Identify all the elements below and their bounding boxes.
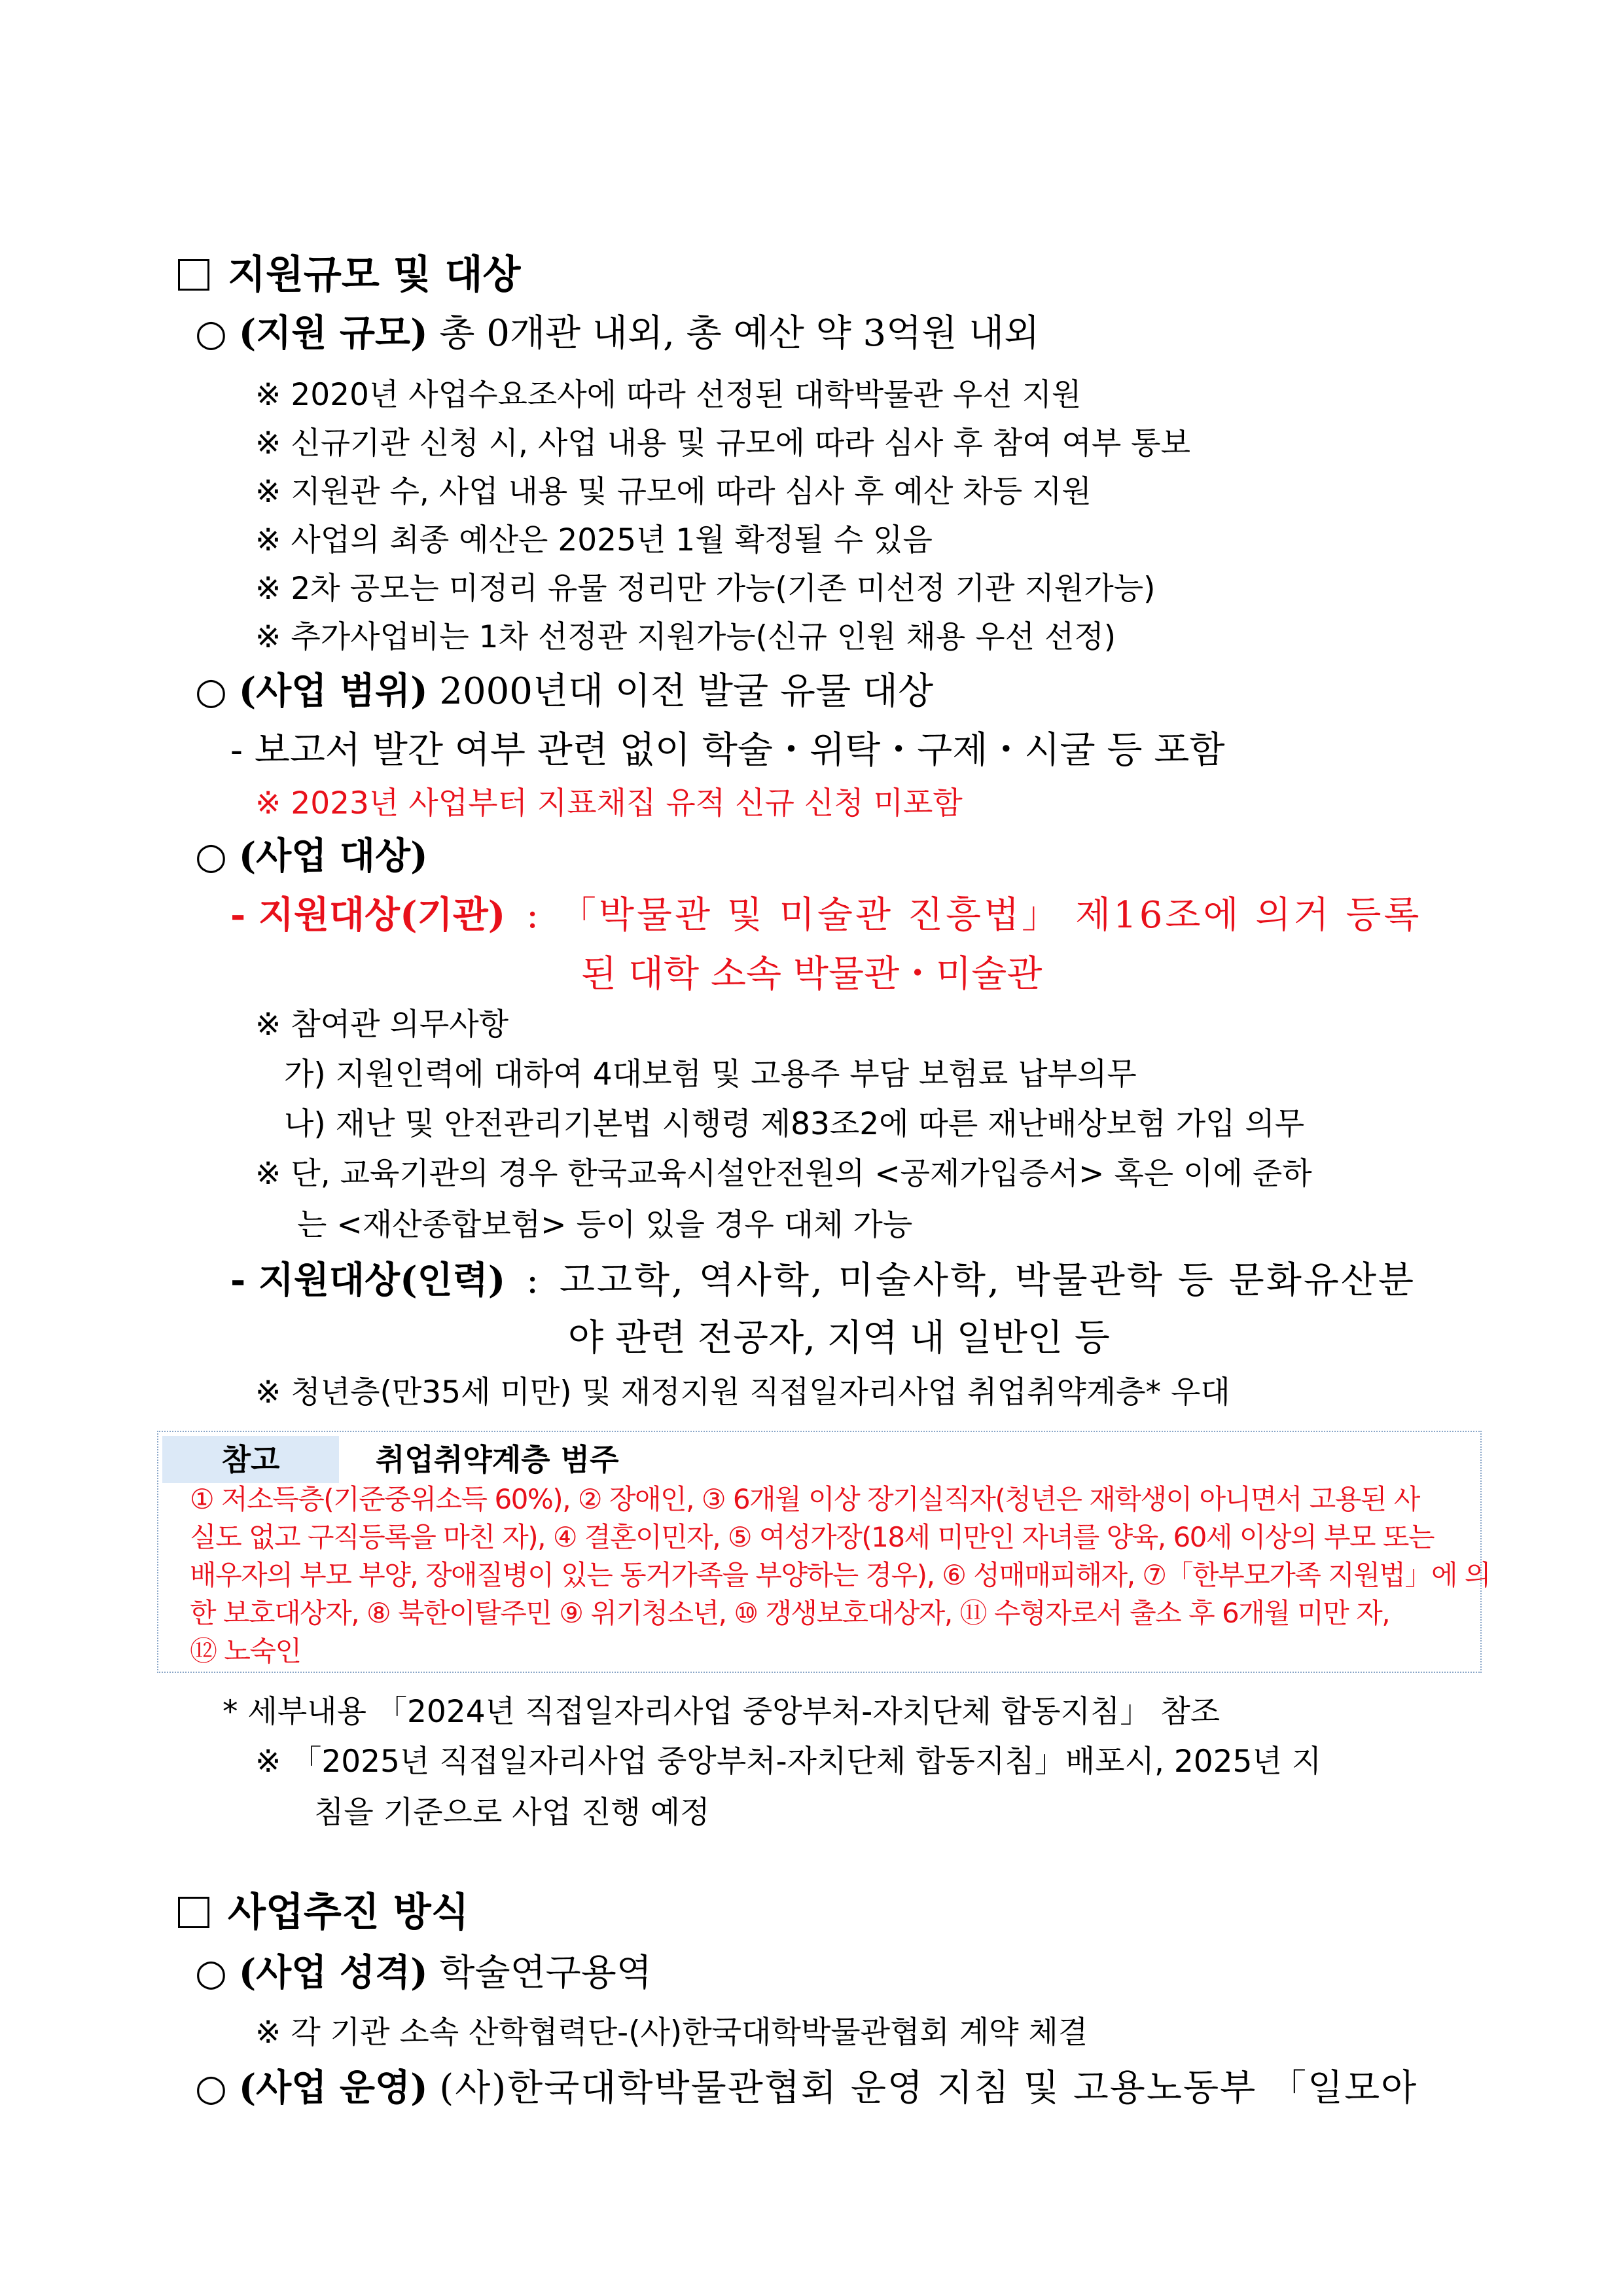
note-line: ※ 추가사업비는 1차 선정관 지원가능(신규 인원 채용 우선 선정) <box>255 619 1116 655</box>
checkbox-square-icon <box>178 1897 209 1928</box>
reference-title: 취업취약계층 범주 <box>376 1442 619 1477</box>
item-label: (지원 규모) <box>238 312 428 355</box>
target-institution-cont: 된 대학 소속 박물관・미술관 <box>581 953 1043 996</box>
item-support-scale <box>195 304 1039 357</box>
item-label: (사업 범위) <box>238 670 428 713</box>
dash-line: - 보고서 발간 여부 관련 없이 학술・위탁・구제・시굴 등 포함 <box>230 729 1225 772</box>
checkbox-square-icon <box>178 259 209 291</box>
guideline-note: ※ 「2025년 직접일자리사업 중앙부처-자치단체 합동지침」배포시, 2025년 지 <box>255 1744 1322 1780</box>
circle-bullet-icon: ○ <box>195 312 227 355</box>
circle-bullet-icon: ○ <box>195 2067 227 2109</box>
item-text: 2000년대 이전 발굴 유물 대상 <box>439 670 934 713</box>
item-label: (사업 대상) <box>238 834 428 878</box>
guideline-note-cont: 침을 기준으로 사업 진행 예정 <box>314 1795 710 1831</box>
item-business-nature <box>195 1944 652 1996</box>
circle-bullet-icon: ○ <box>195 1952 227 1994</box>
item-label: (사업 성격) <box>238 1951 428 1994</box>
note-line: ※ 신규기관 신청 시, 사업 내용 및 규모에 따라 심사 후 참여 여부 통보 <box>255 425 1190 461</box>
colon: : <box>526 1259 539 1302</box>
reference-text <box>190 1480 1490 1670</box>
item-business-operation <box>195 2059 1418 2111</box>
detail-note: * 세부내용 「2024년 직접일자리사업 중앙부처-자치단체 합동지침」 참조 <box>223 1694 1221 1730</box>
reference-line: 실도 없고 구직등록을 마친 자), ④ 결혼이민자, ⑤ 여성가장(18세 미만인 자녀를 양육, 60세 이상의 부모 또는 <box>190 1521 1435 1553</box>
reference-box <box>157 1431 1490 1673</box>
target-staff-text: 고고학, 역사학, 미술사학, 박물관학 등 문화유산분 <box>559 1259 1416 1302</box>
target-institution-line <box>230 886 1422 939</box>
item-business-range <box>195 662 933 715</box>
section-heading-method <box>178 1881 469 1937</box>
youth-note: ※ 청년층(만35세 미만) 및 재정지원 직접일자리사업 취업취약계층* 우대 <box>255 1374 1230 1410</box>
target-staff-line <box>230 1251 1416 1304</box>
note-line: ※ 사업의 최종 예산은 2025년 1월 확정될 수 있음 <box>255 522 933 558</box>
item-business-target <box>195 827 428 880</box>
item-label: (사업 운영) <box>238 2066 428 2109</box>
reference-line: 한 보호대상자, ⑧ 북한이탈주민 ⑨ 위기청소년, ⑩ 갱생보호대상자, ⑪ 수형자로서 출소 후 6개월 미만 자, <box>190 1597 1390 1629</box>
reference-line: 배우자의 부모 부양, 장애질병이 있는 동거가족을 부양하는 경우), ⑥ 성매매피해자, ⑦「한부모가족 지원법」에 의 <box>190 1559 1490 1591</box>
circle-bullet-icon: ○ <box>195 835 227 878</box>
section-heading-support-scale <box>178 243 521 300</box>
target-institution-label: - 지원대상(기관) <box>230 893 506 937</box>
red-note-line: ※ 2023년 사업부터 지표채집 유적 신규 신청 미포함 <box>255 785 963 821</box>
section-title: 사업추진 방식 <box>228 1890 469 1935</box>
target-staff-label: - 지원대상(인력) <box>230 1259 506 1302</box>
target-institution-text: 「박물관 및 미술관 진흥법」 제16조에 의거 등록 <box>559 894 1422 937</box>
item-text: 학술연구용역 <box>439 1952 652 1994</box>
circle-bullet-icon: ○ <box>195 670 227 713</box>
reference-line: ① 저소득층(기준중위소득 60%), ② 장애인, ③ 6개월 이상 장기실직자(청년은 재학생이 아니면서 고용된 사 <box>190 1483 1419 1515</box>
reference-tag: 참고 <box>162 1436 339 1483</box>
section-title: 지원규모 및 대상 <box>228 252 521 298</box>
note-line: ※ 2차 공모는 미정리 유물 정리만 가능(기존 미선정 기관 지원가능) <box>255 571 1156 607</box>
exception-line-cont: 는 <재산종합보험> 등이 있을 경우 대체 가능 <box>297 1207 913 1243</box>
note-line: ※ 지원관 수, 사업 내용 및 규모에 따라 심사 후 예산 차등 지원 <box>255 474 1092 510</box>
item-text: 총 0개관 내외, 총 예산 약 3억원 내외 <box>439 312 1040 355</box>
reference-line: ⑫ 노숙인 <box>190 1635 301 1667</box>
duty-title: ※ 참여관 의무사항 <box>255 1007 509 1043</box>
note-line: ※ 2020년 사업수요조사에 따라 선정된 대학박물관 우선 지원 <box>255 377 1082 413</box>
exception-line: ※ 단, 교육기관의 경우 한국교육시설안전원의 <공제가입증서> 혹은 이에 준하 <box>255 1156 1312 1192</box>
duty-item-a: 가) 지원인력에 대하여 4대보험 및 고용주 부담 보험료 납부의무 <box>284 1056 1137 1092</box>
colon: : <box>526 894 539 937</box>
duty-item-b: 나) 재난 및 안전관리기본법 시행령 제83조2에 따른 재난배상보험 가입 의무 <box>284 1106 1305 1142</box>
target-staff-cont: 야 관련 전공자, 지역 내 일반인 등 <box>568 1317 1110 1359</box>
item-text: (사)한국대학박물관협회 운영 지침 및 고용노동부 「일모아 <box>439 2067 1418 2109</box>
note-line: ※ 각 기관 소속 산학협력단-(사)한국대학박물관협회 계약 체결 <box>255 2015 1088 2051</box>
